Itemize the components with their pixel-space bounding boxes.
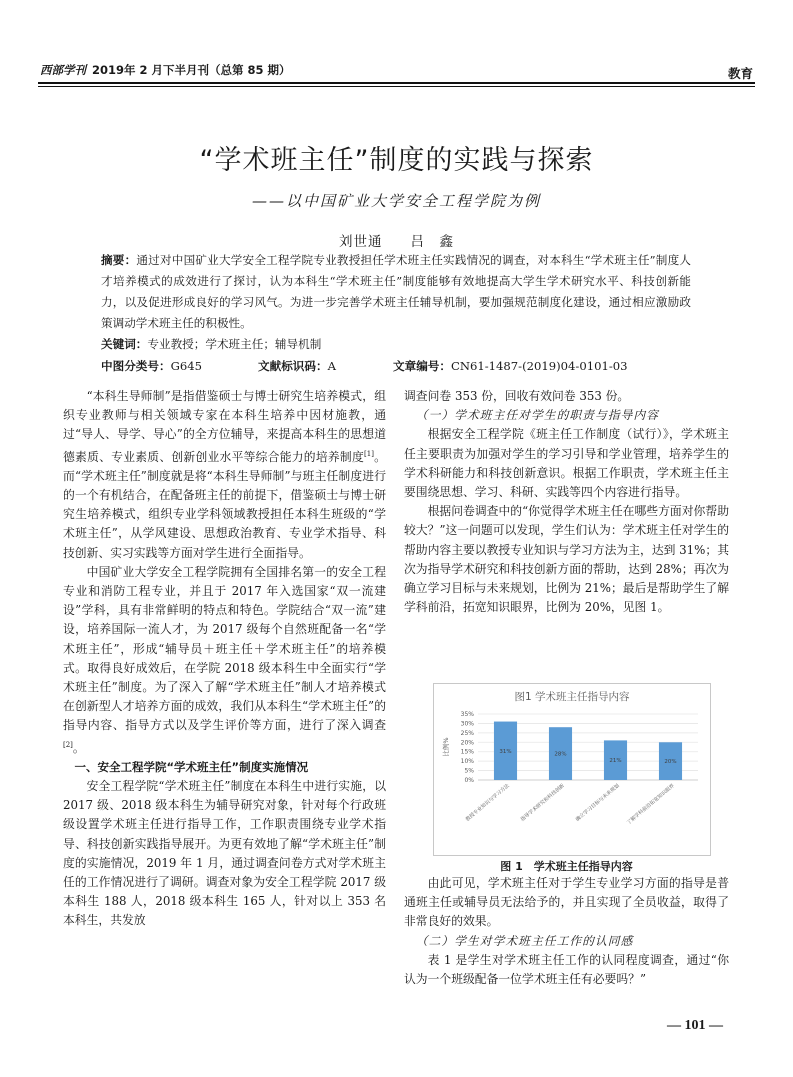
journal-issue: 2019年 2 月下半月刊（总第 85 期） xyxy=(92,63,291,77)
paragraph: 中国矿业大学安全工程学院拥有全国排名第一的安全工程专业和消防工程专业，并且于 2017 年入选国家“双一流建设”学科，具有非常鲜明的特点和特色。学院结合“双一流”建设，培养国际一流人才，为 2017 级每个自然班配备一名“学术班主任”，形成“辅导员＋班主任＋学术班主任”的培养模式。取得良好成效后，在学院 2018 级本科生中全面实行“学术班主任”制度。为了深入了解“学术班主任”制人才培养模式在创新型人才培养方面的成效，我们从本科生“学术班主任”的指导内容、指导方式以及学生评价等方面，进行了深入调查[2]。 xyxy=(63,564,386,755)
article-title: “学术班主任”制度的实践与探索 xyxy=(199,145,594,176)
keywords-text: 专业教授；学术班主任；辅导机制 xyxy=(147,337,322,351)
article-subtitle: ——以中国矿业大学安全工程学院为例 xyxy=(251,192,541,210)
article-no-label: 文章编号： xyxy=(393,359,451,373)
y-tick-label: 10% xyxy=(460,758,474,766)
x-tick-label: 教授专业知识与学习方法 xyxy=(464,782,511,823)
keywords-label: 关键词： xyxy=(101,337,148,351)
paragraph: 调查问卷 353 份，回收有效问卷 353 份。 xyxy=(404,389,630,403)
abstract xyxy=(101,250,691,334)
y-tick-label: 5% xyxy=(464,767,474,775)
article-no-value: CN61-1487-(2019)04-0101-03 xyxy=(450,359,628,373)
paragraph: 由此可见，学术班主任对于学生专业学习方面的指导是普通班主任或辅导员无法给予的，并且实现了全员收益，取得了非常良好的效果。 xyxy=(404,876,729,929)
paragraph: 根据问卷调查中的“你觉得学术班主任在哪些方面对你帮助较大？”这一问题可以发现，学生们认为：学术班主任对学生的帮助内容主要以教授专业知识与学习方法为主，达到 31%；其次为指导学术研究和科技创新方面的帮助，达到 28%；再次为确立学习目标与未来规划，比例为 21%；最后是帮助学生了解学科前沿，拓宽知识眼界，比例为 20%，见图 1。 xyxy=(404,504,729,615)
doc-code-label: 文献标识码： xyxy=(258,359,328,373)
y-tick-label: 15% xyxy=(460,748,474,756)
paragraph: “本科生导师制”是指借鉴硕士与博士研究生培养模式，组织专业教师与相关领域专家在本科生培养中因材施教，通过“导人、导学、导心”的全方位辅导，来提高本科生的思想道德素质、专业素质、创新创业水平等综合能力的培养制度[1]。而“学术班主任”制度就是将“本科生导师制”与班主任制度进行的一个有机结合，在配备班主任的前提下，借鉴硕士与博士研究生培养模式，组织专业学科领域教授担任本科生班级的“学术班主任”，从学风建设、思想政治教育、专业学术指导、科技创新、实习实践等方面对学生进行全面指导。 xyxy=(63,389,386,560)
paragraph: 安全工程学院“学术班主任”制度在本科生中进行实施，以 2017 级、2018 级本科生为辅导研究对象，针对每个行政班级设置学术班主任进行指导工作，工作职责围绕专业学术指导、科技创新实践指导展开。为更有效地了解“学术班主任”制度的实施情况，2019 年 1 月，通过调查问卷方式对学术班主任的工作情况进行了调研。调查对象为安全工程学院 2017 级本科生 188 人，2018 级本科生 165 人，针对以上 353 名本科生，共发放 xyxy=(63,778,386,928)
right-column xyxy=(404,387,729,617)
y-tick-label: 25% xyxy=(460,729,474,737)
abstract-text: 通过对中国矿业大学安全工程学院专业教授担任学术班主任实践情况的调查，对本科生“学术班主任”制度人才培养模式的成效进行了探讨，认为本科生“学术班主任”制度能够有效地提高大学生学术研究水平、科技创新能力，以及促进形成良好的学习风气。为进一步完善学术班主任辅导机制，要加强规范制度化建设，通过相应激励政策调动学术班主任的积极性。 xyxy=(101,253,691,330)
bar-chart xyxy=(434,684,710,855)
author-1: 刘世通 xyxy=(339,234,383,250)
figure-1 xyxy=(433,683,711,856)
y-tick-label: 0% xyxy=(464,777,474,784)
page-number: — 101 — xyxy=(667,1018,723,1033)
clc-value: G645 xyxy=(170,359,202,373)
data-label: 20% xyxy=(664,759,677,766)
chart-title: 图1 学术班主任指导内容 xyxy=(514,691,630,703)
y-axis-label: 比例% xyxy=(442,737,450,757)
x-tick-label: 指导学术研究和科技创新 xyxy=(519,782,566,823)
clc-label: 中图分类号： xyxy=(101,359,171,373)
y-tick-label: 20% xyxy=(460,739,474,747)
header-rule-thin xyxy=(38,86,755,87)
y-tick-label: 35% xyxy=(460,711,474,718)
data-label: 21% xyxy=(609,758,622,765)
citation: [1] xyxy=(364,449,374,458)
section-label: 教育 xyxy=(727,66,753,81)
author-2: 吕 鑫 xyxy=(410,234,454,250)
x-tick-label: 了解学科前沿拓宽知识眼界 xyxy=(625,782,676,827)
figure-caption: 图 1 学术班主任指导内容 xyxy=(500,860,633,873)
authors xyxy=(0,230,793,250)
left-column xyxy=(63,387,386,931)
subsection-heading: （二）学生对学术班主任工作的认同感 xyxy=(415,933,634,948)
paragraph: 根据安全工程学院《班主任工作制度（试行）》，学术班主任主要职责为加强对学生的学习引导和学业管理，培养学生的学术科研能力和科技创新意识。根据工作职责，学术班主任主要围绕思想、学习、科研、实践等四个内容进行指导。 xyxy=(404,427,729,500)
paragraph: 表 1 是学生对学术班主任工作的认同程度调查，通过“你认为一个班级配备一位学术班主任有必要吗？” xyxy=(404,952,729,987)
journal-header xyxy=(40,62,291,78)
x-tick-label: 确立学习目标与未来规划 xyxy=(574,782,621,823)
data-label: 31% xyxy=(499,748,512,755)
journal-brand: 西部学刊 xyxy=(40,63,86,77)
citation: [2] xyxy=(63,740,73,749)
header-rule xyxy=(38,82,755,84)
right-column-lower xyxy=(404,874,729,989)
y-tick-label: 30% xyxy=(460,720,474,728)
subsection-heading: （一）学术班主任对学生的职责与指导内容 xyxy=(415,408,659,423)
abstract-label: 摘要： xyxy=(101,253,137,267)
section-heading: 一、安全工程学院“学术班主任”制度实施情况 xyxy=(74,759,309,774)
data-label: 28% xyxy=(554,751,567,758)
doc-code-value: A xyxy=(327,359,336,373)
keywords xyxy=(101,336,321,352)
